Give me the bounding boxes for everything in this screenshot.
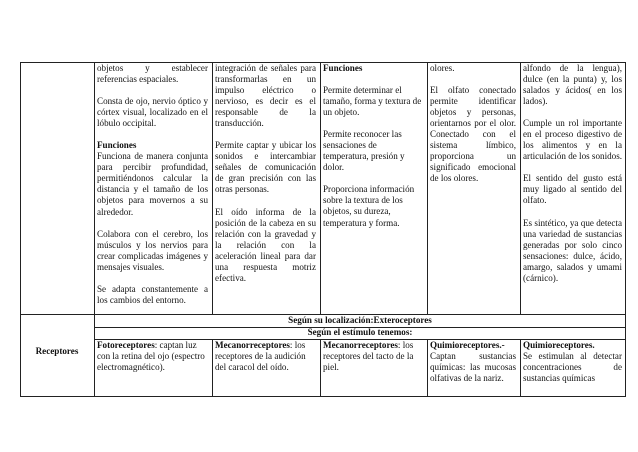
cell-text: integración de señales para transformarlas en un impulso eléctrico o nervioso, es decir es el responsable de la transducción. — [215, 63, 316, 129]
cell-text: El sentido del gusto está muy ligado al sentido del olfato. — [523, 173, 622, 206]
quimioreceptores-nariz-cell — [430, 340, 516, 384]
table-col-divider — [520, 62, 521, 315]
table-col-divider — [520, 339, 521, 397]
cell-text: Proporciona información sobre la textura de los objetos, su dureza, temperatura y forma. — [323, 184, 415, 228]
cell-text: alfondo de la lengua), dulce (en la punta) y, los salados y ácidos( en los lados). — [523, 63, 622, 107]
cell-text: Funciona de manera conjunta para percibir profundidad, permitiéndonos calcular la distancia y el tamaño de los objetos para movernos a su alrededor. — [97, 151, 208, 217]
mecanorreceptores-oido-cell — [215, 340, 316, 373]
vista-cell — [97, 63, 208, 306]
fotoreceptores-title: Fotoreceptores — [97, 340, 155, 350]
receptores-row-label: Receptores — [35, 346, 79, 356]
cell-text: El oído informa de la posición de la cabeza en su relación con la gravedad y la relación con la aceleración lineal para dar una respuesta motriz efectiva. — [215, 206, 316, 283]
cell-text: olores. — [430, 63, 455, 73]
table-col-divider — [212, 339, 213, 397]
oido-cell — [215, 63, 316, 284]
table-col-divider — [320, 62, 321, 315]
table-col-divider — [427, 339, 428, 397]
cell-text: El olfato conectado permite identificar objetos y personas, orientarnos por el olor. Conectado con el sistema límbico, proporciona un significado emocional de los olores. — [430, 85, 516, 184]
cell-text: Permite reconocer las sensaciones de temperatura, presión y dolor. — [323, 129, 405, 173]
mecanorreceptores-piel-cell — [323, 340, 423, 373]
quimioreceptores-text: Captan sustancias químicas: las mucosas olfativas de la nariz. — [430, 351, 516, 384]
table-border-right — [625, 62, 626, 397]
gusto-cell — [523, 63, 622, 284]
quimioreceptores-title: Quimioreceptores. — [523, 340, 595, 350]
fotoreceptores-text: : captan luz con la retina del ojo (espectro electromagnético). — [97, 340, 205, 373]
cell-heading: Funciones — [323, 63, 363, 73]
cell-text: Colabora con el cerebro, los músculos y los nervios para crear complicadas imágenes y mensajes visuales. — [97, 228, 208, 272]
mecanorreceptores-title: Mecanorreceptores — [323, 340, 398, 350]
cell-text: Es sintético, ya que detecta una variedad de sustancias generadas por solo cinco sensaciones: dulce, ácido, amargo, salados y umami (cárnico). — [523, 217, 622, 283]
fotoreceptores-cell — [97, 340, 208, 373]
mecanorreceptores-text: : los receptores de la audición del caracol del oído. — [215, 340, 306, 373]
cell-heading: Funciones — [97, 140, 137, 151]
table-col-divider — [94, 62, 95, 397]
quimioreceptores-gusto-cell — [523, 340, 622, 384]
olfato-cell — [430, 63, 516, 184]
cell-text: Se adapta constantemente a los cambios del entorno. — [97, 283, 208, 305]
localizacion-heading: Según su localización:Exteroceptores — [288, 315, 432, 325]
table-col-divider — [320, 339, 321, 397]
quimioreceptores-title: Quimioreceptores.- — [430, 340, 505, 350]
cell-text: Permite determinar el tamaño, forma y textura de un objeto. — [323, 85, 422, 118]
mecanorreceptores-text: : los receptores del tacto de la piel. — [323, 340, 414, 373]
cell-text: Cumple un rol importante en el proceso digestivo de los alimentos y en la articulación de los sonidos. — [523, 118, 623, 162]
cell-text: Permite captar y ubicar los sonidos e intercambiar señales de comunicación de gran precisión con las otras personas. — [215, 140, 316, 195]
estimulo-heading: Según el estímulo tenemos: — [307, 327, 413, 337]
table-col-divider — [212, 62, 213, 315]
table-col-divider — [427, 62, 428, 315]
tacto-cell — [323, 63, 423, 229]
cell-text: Consta de ojo, nervio óptico y córtex visual, localizado en el lóbulo occipital. — [97, 96, 208, 129]
quimioreceptores-text: Se estimulan al detectar concentraciones de sustancias químicas — [523, 351, 622, 384]
mecanorreceptores-title: Mecanorreceptores — [215, 340, 290, 350]
cell-text: objetos y establecer referencias espaciales. — [97, 63, 208, 85]
table-border-bottom — [20, 396, 626, 397]
